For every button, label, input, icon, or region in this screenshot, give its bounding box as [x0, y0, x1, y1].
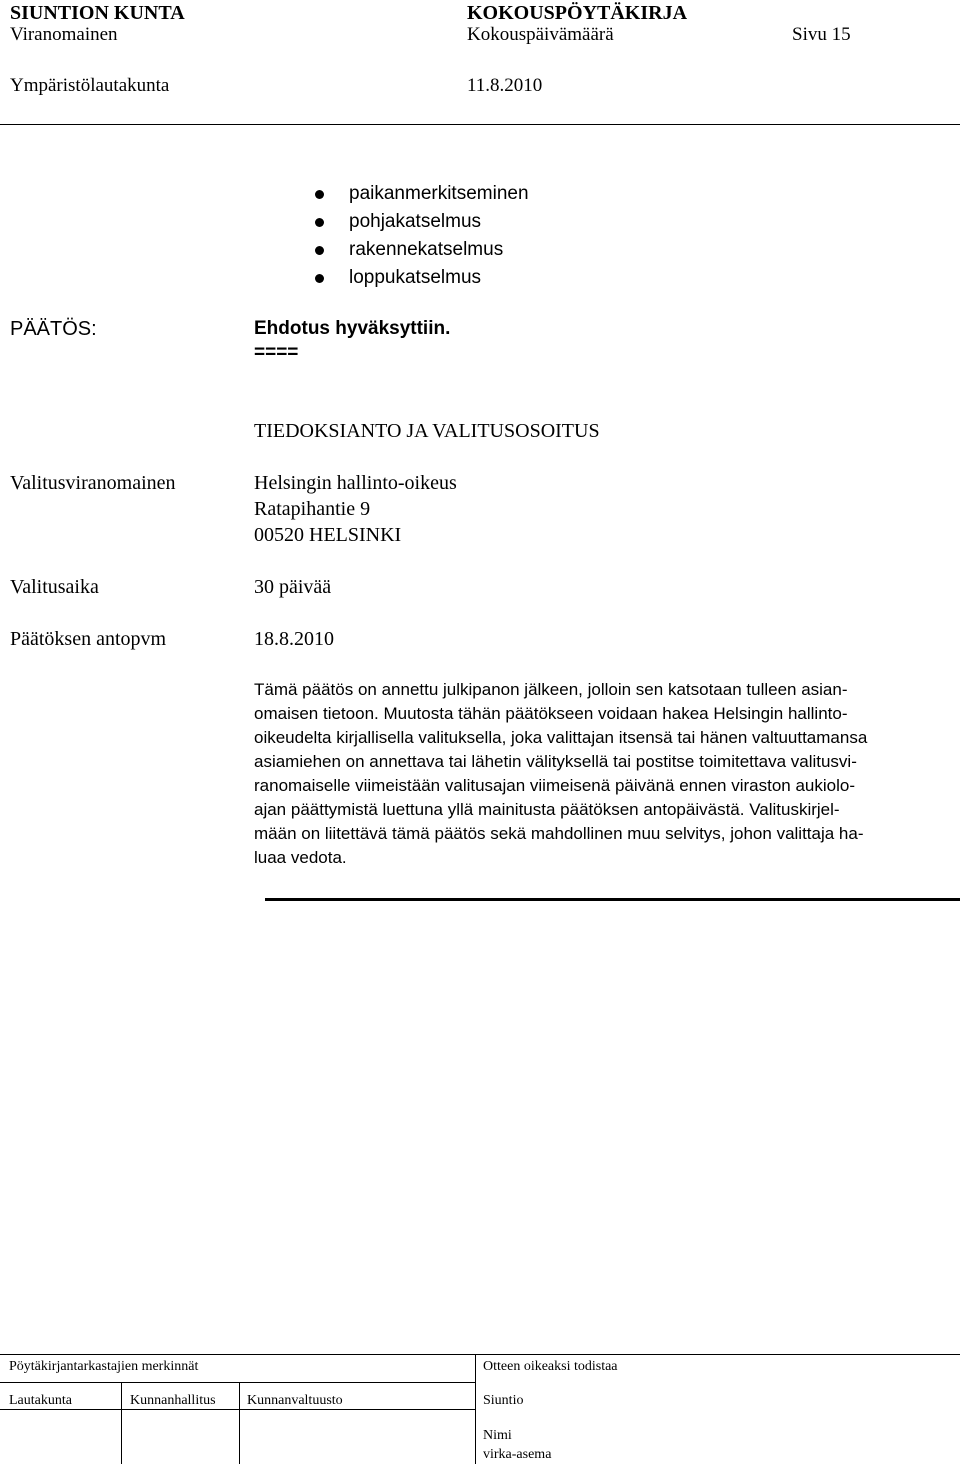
instruction-line: Tämä päätös on annettu julkipanon jälkeen, jolloin sen katsotaan tulleen asian-: [254, 680, 848, 699]
document-type: KOKOUSPÖYTÄKIRJA: [467, 2, 688, 24]
footer-col-council: Kunnanvaltuusto: [247, 1393, 343, 1408]
appeal-authority-line: 00520 HELSINKI: [254, 524, 402, 546]
appeal-instructions: [254, 678, 954, 870]
appeal-title: TIEDOKSIANTO JA VALITUSOSOITUS: [254, 420, 600, 442]
footer-name-label: Nimi: [483, 1428, 512, 1443]
page-number: Sivu 15: [792, 24, 851, 45]
footer-title-label: virka-asema: [483, 1447, 552, 1462]
list-item: rakennekatselmus: [305, 236, 529, 264]
footer-rule: [0, 1409, 475, 1410]
meeting-date: 11.8.2010: [467, 75, 543, 96]
instruction-line: omaisen tietoon. Muutosta tähän päätökseen voidaan hakea Helsingin hallinto-: [254, 704, 848, 723]
instruction-line: ranomaiselle viimeistään valitusajan viimeisenä päivänä ennen viraston aukiolo-: [254, 776, 855, 795]
footer-col-divider: [121, 1382, 122, 1464]
copy-certified-label: Otteen oikeaksi todistaa: [483, 1359, 618, 1374]
decision-text: Ehdotus hyväksyttiin.: [254, 318, 451, 339]
footer-col-divider: [475, 1354, 476, 1464]
instruction-line: luaa vedota.: [254, 848, 347, 867]
footer-place: Siuntio: [483, 1393, 524, 1408]
authority-label: Viranomainen: [10, 24, 118, 45]
footer-col-municipal-board: Kunnanhallitus: [130, 1393, 216, 1408]
appeal-period: 30 päivää: [254, 576, 332, 598]
inspection-list: [305, 180, 529, 292]
list-item: paikanmerkitseminen: [305, 180, 529, 208]
appeal-authority-label: Valitusviranomainen: [10, 472, 176, 494]
footer-col-divider: [239, 1382, 240, 1464]
decision-marker: ====: [254, 342, 299, 363]
decision-date: 18.8.2010: [254, 628, 334, 650]
instruction-line: mään on liitettävä tämä päätös sekä mahdollinen muu selvitys, johon valittaja ha-: [254, 824, 864, 843]
list-item: pohjakatselmus: [305, 208, 529, 236]
org-name: SIUNTION KUNTA: [10, 2, 185, 24]
footer-top-rule: [0, 1354, 960, 1355]
authority-name: Ympäristölautakunta: [10, 75, 170, 96]
header-divider: [0, 124, 960, 125]
appeal-authority-line: Ratapihantie 9: [254, 498, 371, 520]
meeting-date-label: Kokouspäivämäärä: [467, 24, 614, 45]
instruction-line: ajan päättymistä luettuna yllä mainitusta päätöksen antopäivästä. Valituskirjel-: [254, 800, 840, 819]
page-footer: [0, 1354, 960, 1464]
footer-col-board: Lautakunta: [9, 1393, 72, 1408]
decision-date-label: Päätöksen antopvm: [10, 628, 167, 650]
inspectors-label: Pöytäkirjantarkastajien merkinnät: [9, 1359, 199, 1374]
decision-label: PÄÄTÖS:: [10, 318, 97, 340]
appeal-authority-line: Helsingin hallinto-oikeus: [254, 472, 457, 494]
appeal-period-label: Valitusaika: [10, 576, 99, 598]
instruction-line: asiamiehen on annettava tai lähetin välityksellä tai postitse toimitettava valitusvi-: [254, 752, 857, 771]
section-end-rule: [265, 898, 960, 901]
list-item: loppukatselmus: [305, 264, 529, 292]
footer-rule: [0, 1382, 475, 1383]
instruction-line: oikeudelta kirjallisella valituksella, joka valittajan itsensä tai hänen valtuuttamansa: [254, 728, 868, 747]
